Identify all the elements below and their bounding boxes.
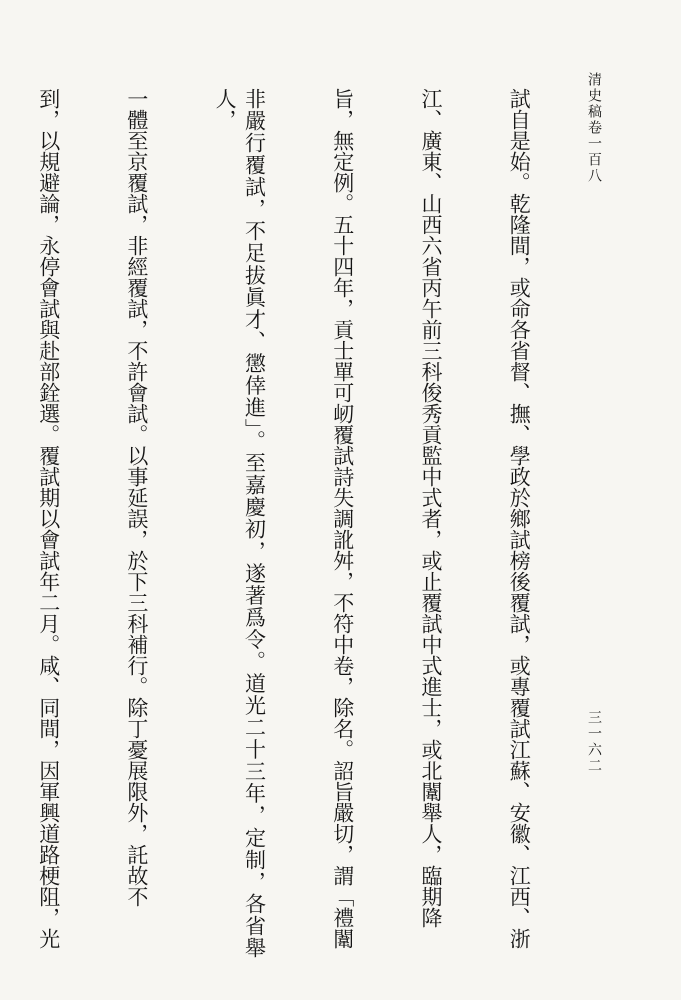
text-column: 一體至京覆試，非經覆試，不許會試。以事延誤，於下三科補行。除丁憂展限外，託故不 bbox=[124, 88, 149, 907]
text-column: 試自是始。乾隆間，或命各省督、撫、學政於鄉試榜後覆試，或專覆試江蘇、安徽、江西、浙 bbox=[507, 88, 532, 949]
running-header-title: 清史稿卷一百八 bbox=[586, 72, 602, 184]
body-text bbox=[36, 88, 592, 958]
text-column: 非嚴行覆試，不足拔眞才、懲倖進」。至嘉慶初，遂著爲令。道光二十三年，定制，各省舉人， bbox=[213, 88, 267, 958]
text-column: 到，以規避論，永停會試與赴部銓選。覆試期以會試年二月。咸、同間，因軍興道路梗阻，光 bbox=[36, 88, 61, 949]
page-number: 三一六二 bbox=[586, 710, 602, 774]
text-column: 江、廣東、山西六省丙午前三科俊秀貢監中式者，或止覆試中式進士，或北闈舉人，臨期降 bbox=[418, 88, 443, 928]
text-column: 旨，無定例。五十四年，貢士單可屻覆試詩失調訛舛，不符中卷，除名。詔旨嚴切，謂「禮闈 bbox=[330, 88, 355, 949]
